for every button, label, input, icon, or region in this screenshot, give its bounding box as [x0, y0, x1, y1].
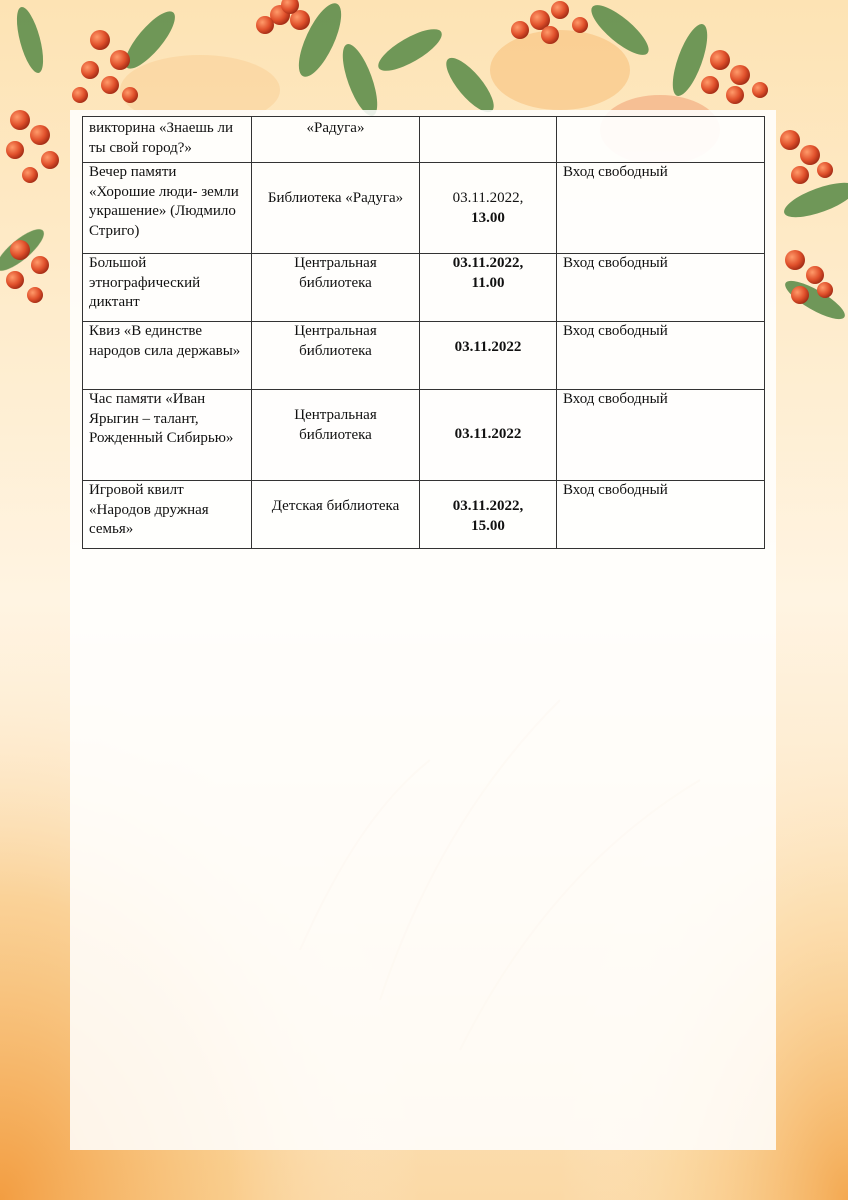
event-place-cell: Центральная библиотека [252, 254, 420, 322]
table-row [83, 481, 765, 549]
events-table [82, 116, 765, 549]
event-date-cell: 03.11.2022, 15.00 [420, 481, 557, 549]
event-entry-cell: Вход свободный [557, 481, 765, 549]
event-place-cell: Библиотека «Радуга» [252, 163, 420, 254]
table-row [83, 322, 765, 390]
event-name-cell: викторина «Знаешь ли ты свой город?» [83, 117, 252, 163]
event-entry-cell [557, 117, 765, 163]
event-name-cell: Большой этнографический диктант [83, 254, 252, 322]
event-name-cell: Вечер памяти «Хорошие люди- земли украшение» (Людмило Стриго) [83, 163, 252, 254]
event-date-cell: 03.11.2022 [420, 390, 557, 481]
event-date-cell [420, 117, 557, 163]
event-date-cell: 03.11.2022, 13.00 [420, 163, 557, 254]
table-row [83, 117, 765, 163]
event-name-cell: Квиз «В единстве народов сила державы» [83, 322, 252, 390]
event-entry-cell: Вход свободный [557, 254, 765, 322]
event-place-cell: Центральная библиотека [252, 322, 420, 390]
event-name-cell: Час памяти «Иван Ярыгин – талант, Рожденный Сибирью» [83, 390, 252, 481]
event-place-cell: Детская библиотека [252, 481, 420, 549]
event-name-cell: Игровой квилт «Народов дружная семья» [83, 481, 252, 549]
event-entry-cell: Вход свободный [557, 390, 765, 481]
table-row [83, 390, 765, 481]
event-entry-cell: Вход свободный [557, 322, 765, 390]
table-row [83, 163, 765, 254]
event-entry-cell: Вход свободный [557, 163, 765, 254]
event-date-cell: 03.11.2022, 11.00 [420, 254, 557, 322]
table-row [83, 254, 765, 322]
event-place-cell: «Радуга» [252, 117, 420, 163]
event-place-cell: Центральная библиотека [252, 390, 420, 481]
event-date-cell: 03.11.2022 [420, 322, 557, 390]
